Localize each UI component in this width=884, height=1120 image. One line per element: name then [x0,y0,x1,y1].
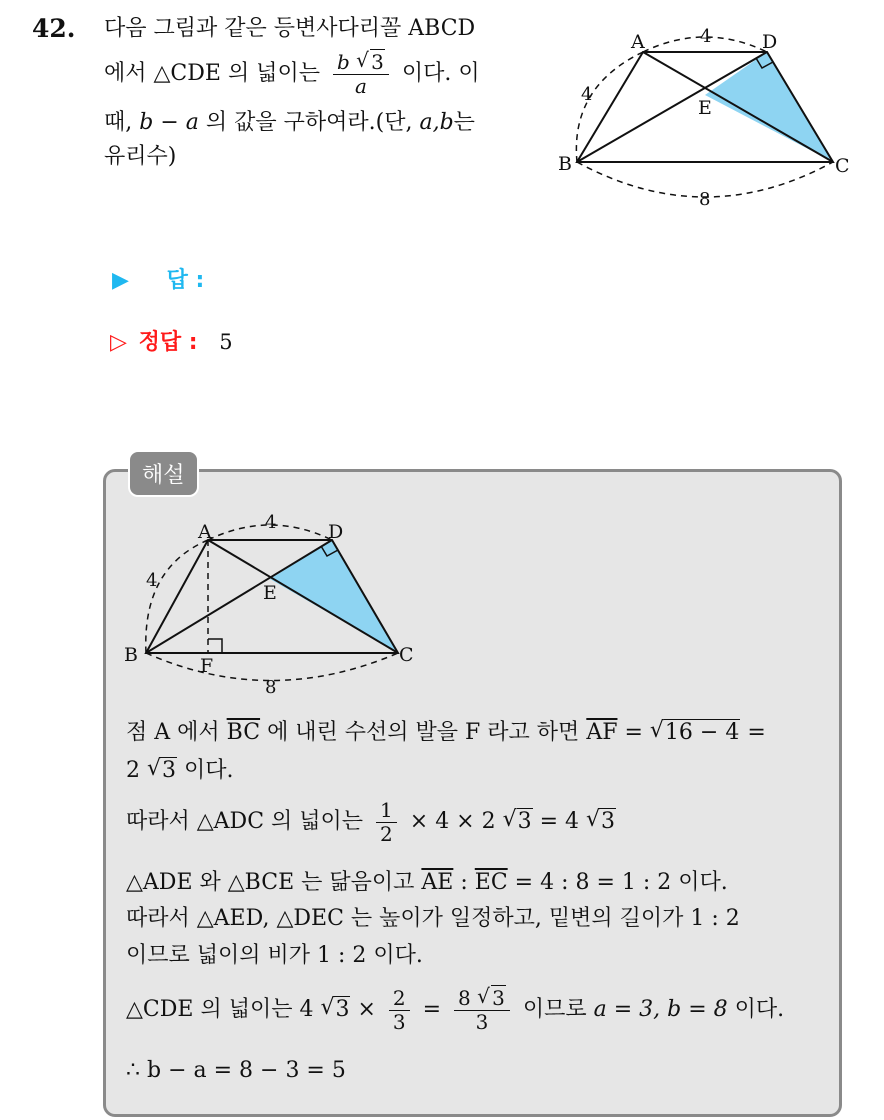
label-b: B [558,153,572,175]
answer-label: 답 : [166,268,205,293]
sqrt-symbol: √ 3 [477,988,506,1008]
answer-row [112,263,204,294]
length-top: 4 [265,512,277,533]
length-side: 4 [581,84,593,105]
solution-line-5: 따라서 △AED, △DEC 는 높이가 일정하고, 밑변의 길이가 1 : 2 [126,906,740,931]
question-line-2: 에서 △CDE 의 넓이는 $\frac{b √ 3}{a}$ 이다. 이 [104,52,480,96]
label-f: F [200,655,214,677]
shaded-triangle-cde [270,540,398,653]
label-b: B [124,644,138,666]
correct-answer-value: 5 [219,330,233,354]
solution-trapezoid-figure [120,508,430,698]
fraction-two-thirds: $\frac{2}{3}$ [389,988,410,1032]
sqrt-symbol: √ 16 − 4 [650,722,740,744]
sqrt-symbol: √ 3 [503,811,533,833]
shaded-triangle-cde [705,52,833,162]
correct-marker-icon: ▷ [110,330,127,355]
solution-line-3: 따라서 △ADC 의 넓이는 $\frac{1}{2}$ × 4 × 2 √ 3 = 4 √ 3 [126,800,616,844]
label-e: E [263,582,277,604]
right-angle-mark-f [208,639,222,653]
solution-line-1: 점 A 에서 $\overline{BC}$ 에 내린 수선의 발을 F 라고 하면 $\overline{AF}$ = √ 16 − 4 = [126,722,766,744]
length-bottom: 8 [265,677,277,698]
fraction-half: $\frac{1}{2}$ [376,800,397,844]
label-a: A [198,521,212,543]
length-top: 4 [700,26,712,47]
solution-line-6: 이므로 넓이의 비가 1 : 2 이다. [126,943,423,968]
trapezoid-figure [555,22,855,212]
label-d: D [328,521,344,543]
label-a: A [631,31,645,53]
length-side: 4 [146,570,158,591]
question-line-3: 때, b − a 의 값을 구하여라.(단, a,b는 [104,110,475,135]
solution-tag: 해설 [128,450,199,497]
correct-answer-label: 정답 : [138,330,198,355]
length-bottom: 8 [699,189,711,210]
sqrt-symbol: √ 3 [147,760,177,782]
sqrt-symbol: √ 3 [320,999,350,1021]
label-d: D [762,31,778,53]
question-line-1: 다음 그림과 같은 등변사다리꼴 ABCD [104,16,476,41]
label-c: C [835,155,850,177]
solution-line-8: ∴ b − a = 8 − 3 = 5 [126,1058,346,1083]
solution-line-2: 2 √ 3 이다. [126,760,234,782]
question-line-4: 유리수) [104,144,177,169]
question-number: 42. [32,14,76,43]
sqrt-symbol: √ 3 [586,811,616,833]
answer-marker-icon: ▶ [112,268,129,293]
fraction-area: $\frac{8 √ 3}{3}$ [454,988,510,1032]
solution-line-4: △ADE 와 △BCE 는 닮음이고 $\overline{AE}$ : $\overline{EC} = 4$ : 8 = 1 : 2 이다. [126,870,728,895]
sqrt-symbol: √ 3 [356,52,385,72]
solution-line-7: △CDE 의 넓이는 4 √ 3 × $\frac{2}{3}$ = $\frac{8 √ 3}{3}$ 이므로 a = 3, b = 8 이다. [126,988,784,1032]
label-e: E [698,97,712,119]
area-fraction: $\frac{b √ 3}{a}$ [333,52,389,96]
label-c: C [399,644,414,666]
correct-answer-row [110,325,233,356]
